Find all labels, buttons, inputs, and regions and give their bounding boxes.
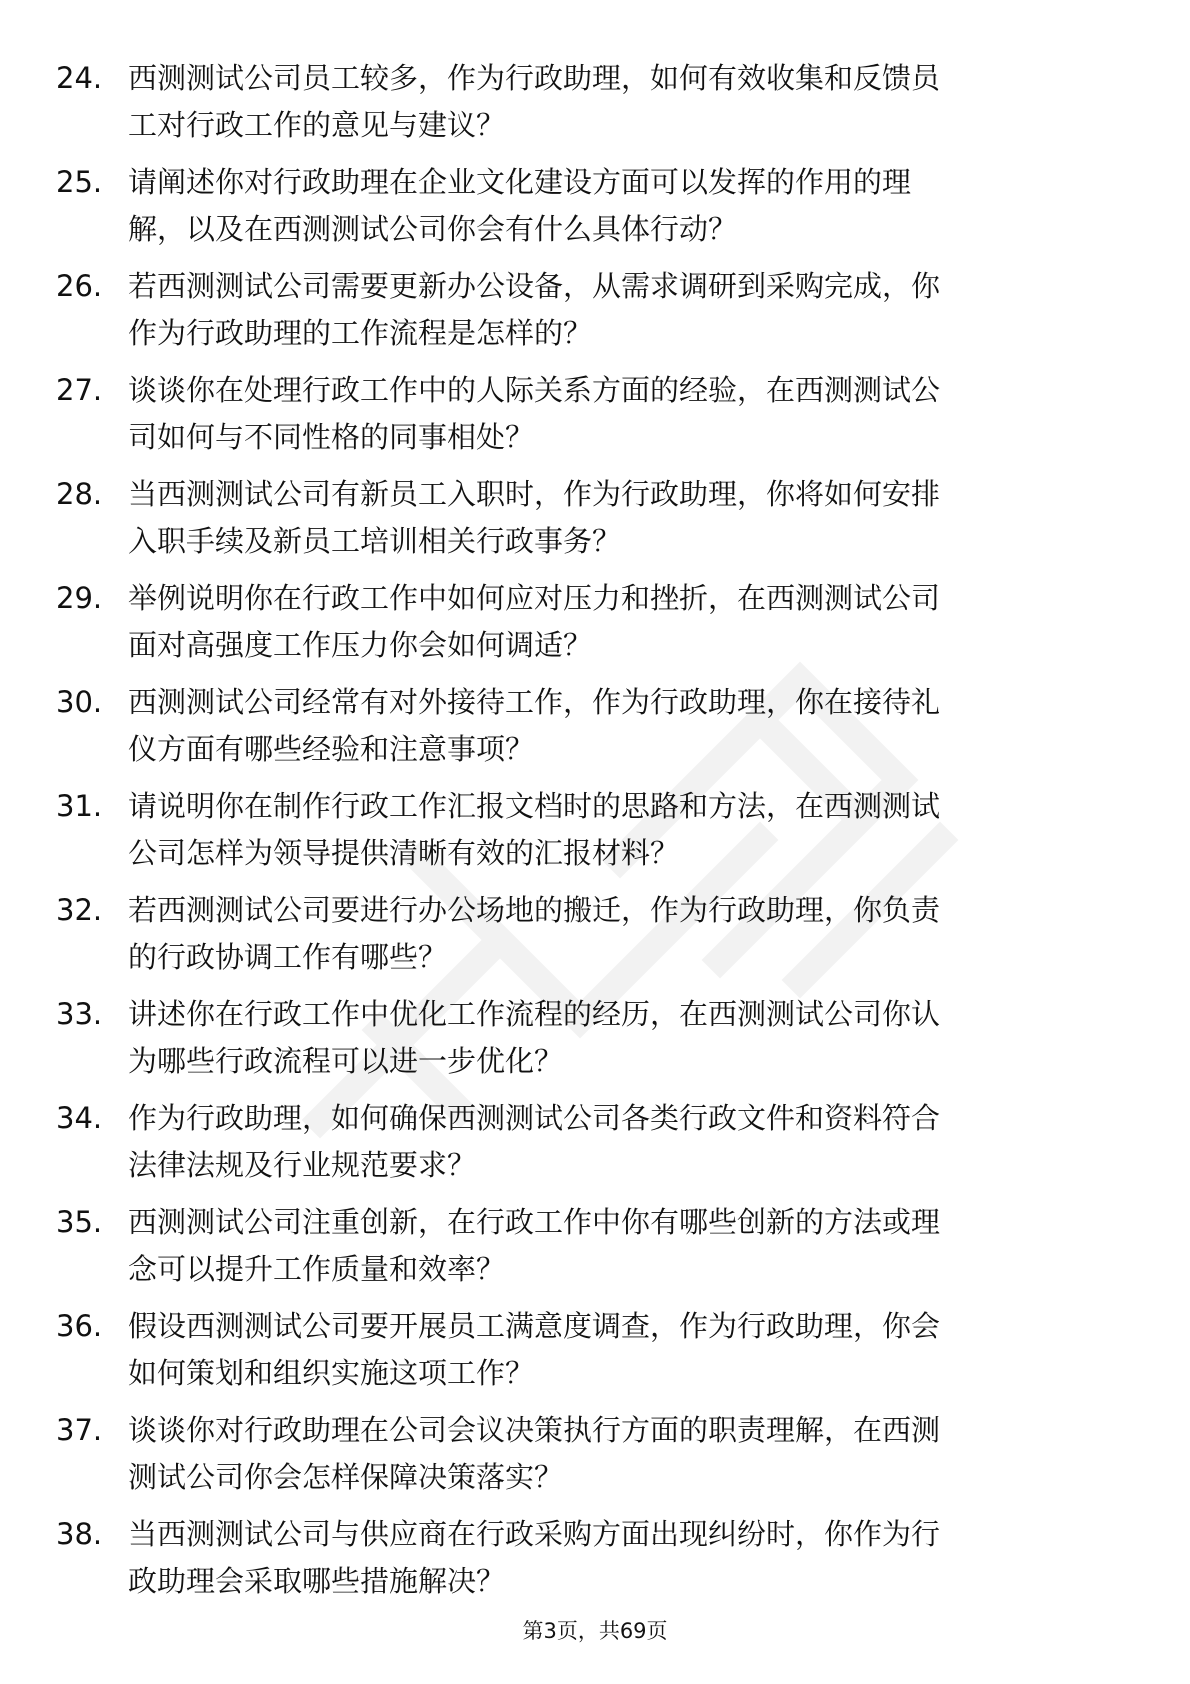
question-number: 31. xyxy=(56,789,103,823)
question-line: 举例说明你在行政工作中如何应对压力和挫折，在西测测试公司 xyxy=(128,581,941,615)
question-line: 作为行政助理的工作流程是怎样的？ xyxy=(128,316,593,350)
question-line: 入职手续及新员工培训相关行政事务？ xyxy=(128,524,622,558)
question-text xyxy=(128,991,1116,1085)
list-item xyxy=(56,575,1116,679)
list-item xyxy=(56,991,1116,1095)
question-line: 法律法规及行业规范要求？ xyxy=(128,1148,477,1182)
question-number: 36. xyxy=(56,1309,103,1343)
question-text xyxy=(128,1095,1116,1189)
question-number: 26. xyxy=(56,269,103,303)
question-line: 假设西测测试公司要开展员工满意度调查，作为行政助理，你会 xyxy=(128,1309,941,1343)
question-line: 解，以及在西测测试公司你会有什么具体行动？ xyxy=(128,212,738,246)
question-line: 如何策划和组织实施这项工作？ xyxy=(128,1356,535,1390)
question-line: 作为行政助理，如何确保西测测试公司各类行政文件和资料符合 xyxy=(128,1101,941,1135)
question-text xyxy=(128,1511,1116,1605)
list-item xyxy=(56,783,1116,887)
question-line: 工对行政工作的意见与建议？ xyxy=(128,108,506,142)
question-line: 念可以提升工作质量和效率？ xyxy=(128,1252,506,1286)
question-text xyxy=(128,1303,1116,1397)
question-line: 西测测试公司经常有对外接待工作，作为行政助理，你在接待礼 xyxy=(128,685,941,719)
question-line: 政助理会采取哪些措施解决？ xyxy=(128,1564,506,1598)
question-line: 当西测测试公司与供应商在行政采购方面出现纠纷时，你作为行 xyxy=(128,1517,941,1551)
question-number: 32. xyxy=(56,893,103,927)
question-list xyxy=(56,55,1116,1615)
question-number: 24. xyxy=(56,61,103,95)
question-number: 25. xyxy=(56,165,103,199)
question-number: 33. xyxy=(56,997,103,1031)
page-number-footer: 第3页，共69页 xyxy=(522,1619,668,1643)
question-text xyxy=(128,263,1116,357)
list-item xyxy=(56,1199,1116,1303)
question-line: 为哪些行政流程可以进一步优化？ xyxy=(128,1044,564,1078)
question-number: 30. xyxy=(56,685,103,719)
question-line: 公司怎样为领导提供清晰有效的汇报材料？ xyxy=(128,836,680,870)
question-line: 若西测测试公司要进行办公场地的搬迁，作为行政助理，你负责 xyxy=(128,893,941,927)
question-line: 谈谈你在处理行政工作中的人际关系方面的经验，在西测测试公 xyxy=(128,373,941,407)
question-text xyxy=(128,159,1116,253)
question-line: 谈谈你对行政助理在公司会议决策执行方面的职责理解，在西测 xyxy=(128,1413,941,1447)
question-number: 28. xyxy=(56,477,103,511)
question-line: 的行政协调工作有哪些？ xyxy=(128,940,448,974)
question-line: 请说明你在制作行政工作汇报文档时的思路和方法，在西测测试 xyxy=(128,789,941,823)
question-line: 测试公司你会怎样保障决策落实？ xyxy=(128,1460,564,1494)
question-line: 司如何与不同性格的同事相处？ xyxy=(128,420,535,454)
question-text xyxy=(128,575,1116,669)
question-number: 35. xyxy=(56,1205,103,1239)
list-item xyxy=(56,367,1116,471)
question-line: 面对高强度工作压力你会如何调适？ xyxy=(128,628,593,662)
question-line: 西测测试公司员工较多，作为行政助理，如何有效收集和反馈员 xyxy=(128,61,941,95)
question-line: 当西测测试公司有新员工入职时，作为行政助理，你将如何安排 xyxy=(128,477,941,511)
question-line: 西测测试公司注重创新，在行政工作中你有哪些创新的方法或理 xyxy=(128,1205,941,1239)
question-number: 37. xyxy=(56,1413,103,1447)
question-text xyxy=(128,471,1116,565)
question-text xyxy=(128,367,1116,461)
question-line: 若西测测试公司需要更新办公设备，从需求调研到采购完成，你 xyxy=(128,269,941,303)
list-item xyxy=(56,679,1116,783)
list-item xyxy=(56,1511,1116,1615)
question-text xyxy=(128,679,1116,773)
list-item xyxy=(56,1095,1116,1199)
list-item xyxy=(56,263,1116,367)
list-item xyxy=(56,887,1116,991)
question-number: 27. xyxy=(56,373,103,407)
question-number: 34. xyxy=(56,1101,103,1135)
question-text xyxy=(128,55,1116,149)
question-text xyxy=(128,887,1116,981)
question-text xyxy=(128,1199,1116,1293)
list-item xyxy=(56,1407,1116,1511)
list-item xyxy=(56,55,1116,159)
question-line: 请阐述你对行政助理在企业文化建设方面可以发挥的作用的理 xyxy=(128,165,912,199)
question-line: 仪方面有哪些经验和注意事项？ xyxy=(128,732,535,766)
question-text xyxy=(128,1407,1116,1501)
question-line: 讲述你在行政工作中优化工作流程的经历，在西测测试公司你认 xyxy=(128,997,941,1031)
question-number: 38. xyxy=(56,1517,103,1551)
question-text xyxy=(128,783,1116,877)
list-item xyxy=(56,471,1116,575)
list-item xyxy=(56,159,1116,263)
question-number: 29. xyxy=(56,581,103,615)
list-item xyxy=(56,1303,1116,1407)
